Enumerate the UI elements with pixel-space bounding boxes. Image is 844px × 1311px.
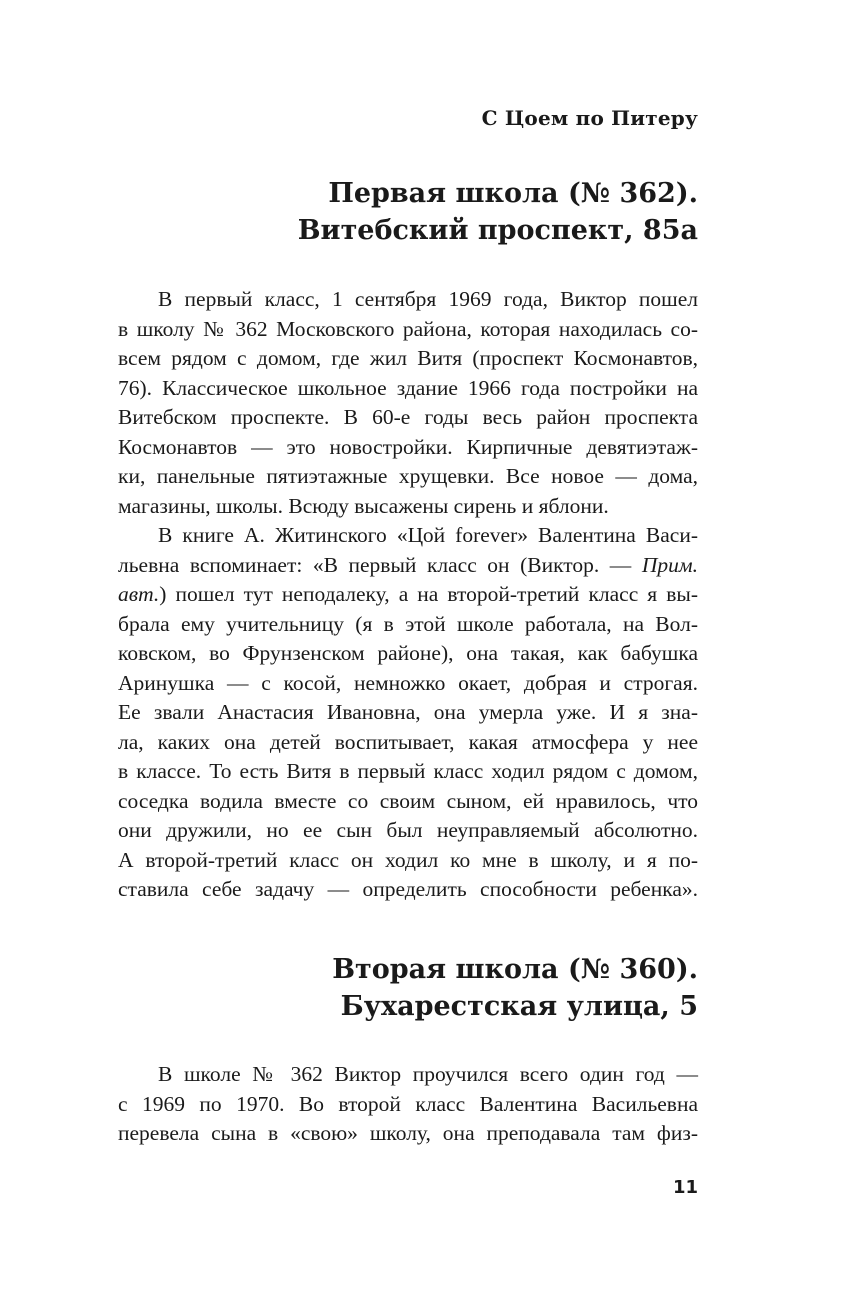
text-line: ки, панельные пятиэтажные хрущевки. Все новое — дома, <box>118 464 698 488</box>
text-line: соседка водила вместе со своим сыном, ей нравилось, что <box>118 788 698 813</box>
text-line: магазины, школы. Всюду высажены сирень и яблони. <box>118 493 609 518</box>
text-line: ла, каких она детей воспитывает, какая атмосфера у нее <box>118 729 698 754</box>
text-line: всем рядом с домом, где жил Витя (проспект Космонавтов, <box>118 346 698 370</box>
text-line: в школу № 362 Московского района, которая находилась со- <box>118 316 698 341</box>
text-line: перевела сына в «свою» школу, она преподавала там физ- <box>118 1121 698 1145</box>
section-body-first-school <box>118 285 698 905</box>
section-heading-first-school <box>298 175 698 249</box>
text-line: В школе № 362 Виктор проучился всего один год — <box>158 1062 698 1086</box>
text-line: В первый класс, 1 сентября 1969 года, Виктор пошел <box>158 287 698 311</box>
text-line: ковском, во Фрунзенском районе), она такая, как бабушка <box>118 641 698 665</box>
section-heading-second-school <box>332 951 698 1025</box>
section-body-second-school <box>118 1060 698 1149</box>
text-line: 76). Классическое школьное здание 1966 года постройки на <box>118 375 698 400</box>
text-run: ) пошел тут неподалеку, а на второй-третий класс я вы- <box>159 582 698 606</box>
text-line: с 1969 по 1970. Во второй класс Валентина Васильевна <box>118 1091 698 1116</box>
book-page <box>118 0 698 1311</box>
text-line: Космонавтов — это новостройки. Кирпичные девятиэтаж- <box>118 434 698 459</box>
page-number: 11 <box>672 1177 698 1198</box>
heading-line: Вторая школа (№ 360). <box>332 954 698 985</box>
italic-note: авт. <box>118 582 160 606</box>
text-line: брала ему учительницу (я в этой школе работала, на Вол- <box>118 611 698 636</box>
text-line: А второй-третий класс он ходил ко мне в школу, и я по- <box>118 847 698 872</box>
text-line: они дружили, но ее сын был неуправляемый абсолютно. <box>118 818 698 842</box>
heading-line: Бухарестская улица, 5 <box>340 991 698 1022</box>
heading-line: Витебский проспект, 85а <box>297 215 698 246</box>
text-line: Витебском проспекте. В 60-е годы весь район проспекта <box>118 405 698 429</box>
text-line: в классе. То есть Витя в первый класс ходил рядом с домом, <box>118 759 698 783</box>
text-line <box>118 580 698 610</box>
heading-line: Первая школа (№ 362). <box>328 178 698 209</box>
italic-note: Прим. <box>641 552 698 577</box>
text-run: льевна вспоминает: «В первый класс он (Виктор. — <box>118 552 642 577</box>
text-line: Аринушка — с косой, немножко окает, добрая и строгая. <box>118 670 698 695</box>
running-head: С Цоем по Питеру <box>481 106 698 130</box>
text-line: Ее звали Анастасия Ивановна, она умерла уже. И я зна- <box>118 700 698 724</box>
text-line <box>118 551 698 581</box>
text-line: В книге А. Житинского «Цой forever» Валентина Васи- <box>158 523 698 547</box>
text-line: ставила себе задачу — определить способности ребенка». <box>118 877 698 901</box>
